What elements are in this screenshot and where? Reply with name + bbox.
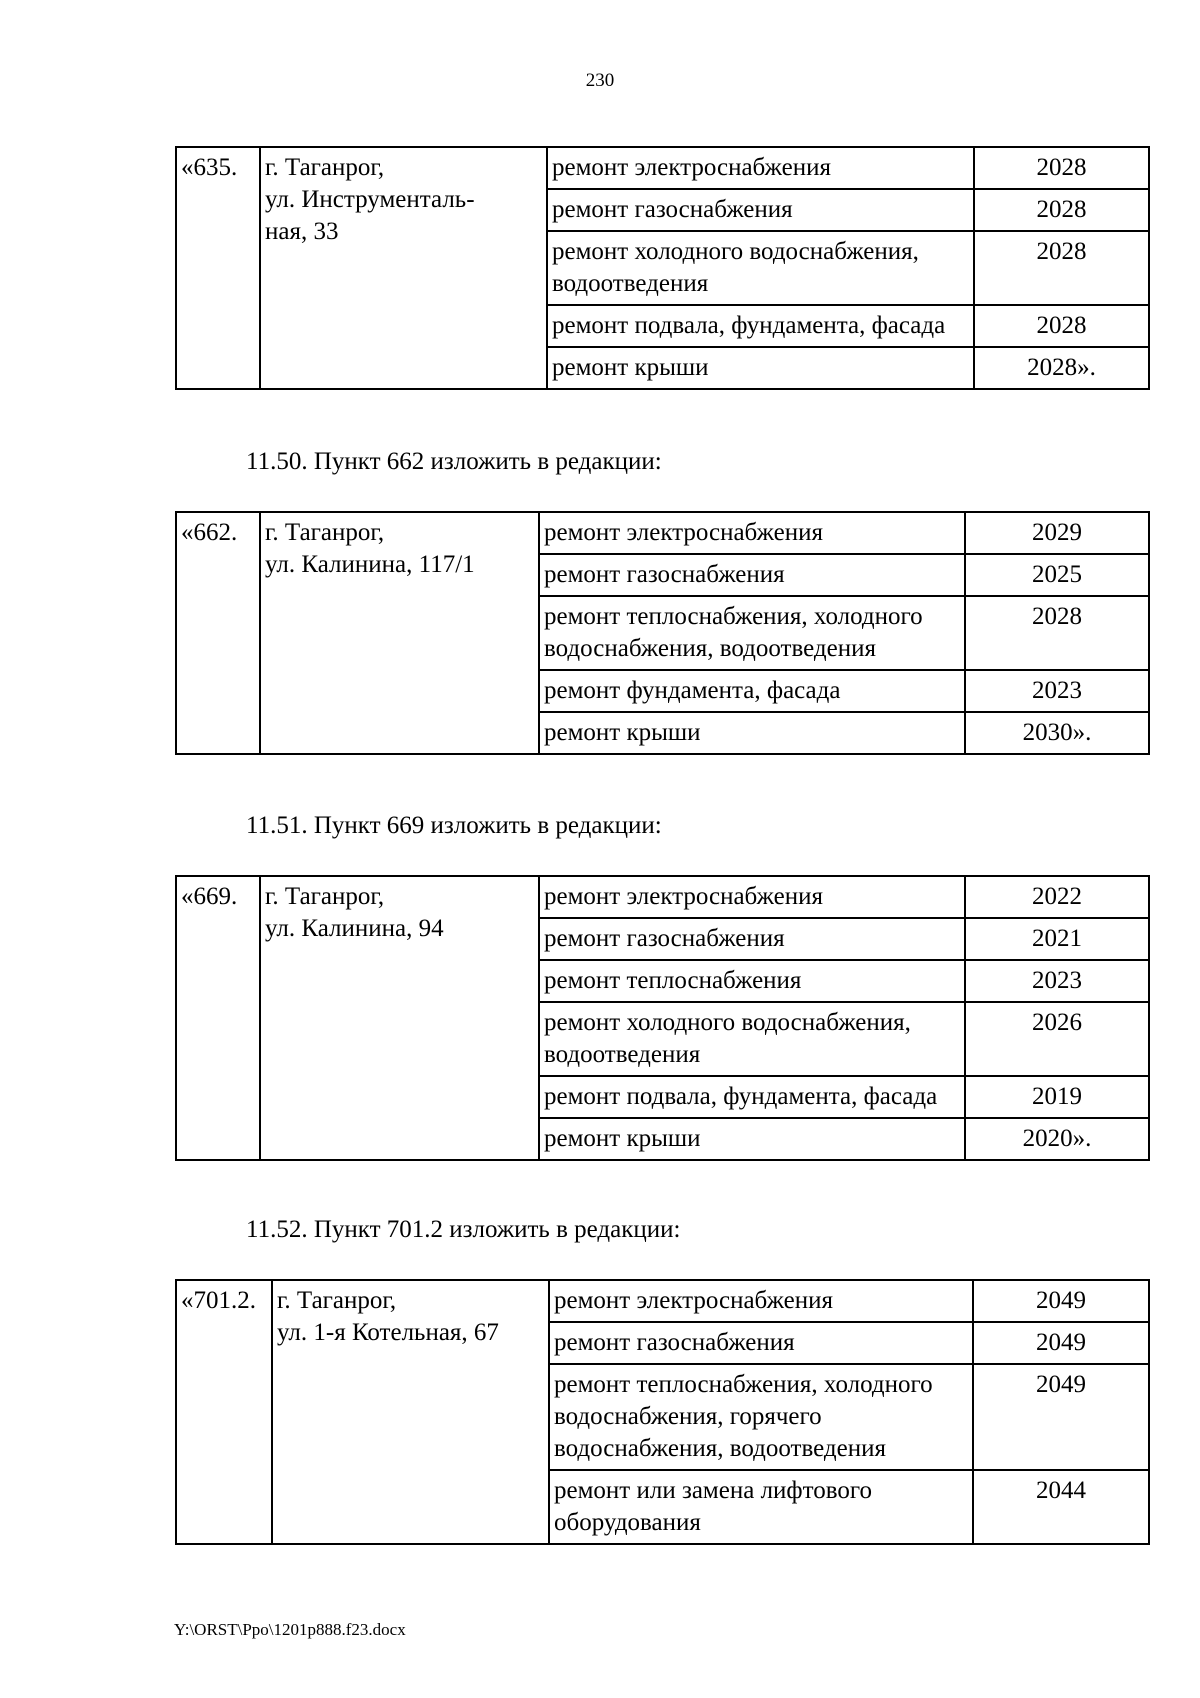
work-year: 2044 [973, 1470, 1149, 1544]
work-year: 2020». [965, 1118, 1149, 1160]
work-type: ремонт электроснабжения [539, 512, 965, 554]
work-type: ремонт теплоснабжения [539, 960, 965, 1002]
address [260, 147, 547, 389]
work-year: 2021 [965, 918, 1149, 960]
address-line: ул. Калинина, 94 [265, 915, 444, 942]
address-line: ул. Калинина, 117/1 [265, 551, 475, 578]
address-line: ул. Инструменталь- [265, 186, 475, 213]
work-year: 2030». [965, 712, 1149, 754]
table-row [176, 512, 1149, 554]
work-type: ремонт или замена лифтового оборудования [549, 1470, 973, 1544]
work-type: ремонт газоснабжения [547, 189, 974, 231]
address-line: г. Таганрог, [265, 154, 385, 181]
work-type: ремонт теплоснабжения, холодного водоснабжения, горячего водоснабжения, водоотведения [549, 1364, 973, 1470]
table-row [176, 876, 1149, 918]
address [260, 876, 539, 1160]
work-year: 2019 [965, 1076, 1149, 1118]
work-year: 2028 [965, 596, 1149, 670]
table-row [176, 147, 1149, 189]
work-type: ремонт подвала, фундамента, фасада [547, 305, 974, 347]
work-type: ремонт газоснабжения [549, 1322, 973, 1364]
work-year: 2025 [965, 554, 1149, 596]
work-type: ремонт подвала, фундамента, фасада [539, 1076, 965, 1118]
address-line: ул. 1-я Котельная, 67 [277, 1319, 499, 1346]
item-number: «635. [176, 147, 260, 389]
work-year: 2028 [974, 231, 1149, 305]
address-line: г. Таганрог, [265, 519, 385, 546]
work-year: 2049 [973, 1280, 1149, 1322]
work-year: 2028 [974, 305, 1149, 347]
work-type: ремонт крыши [547, 347, 974, 389]
work-year: 2049 [973, 1364, 1149, 1470]
item-number: «662. [176, 512, 260, 754]
repair-table-662 [175, 511, 1150, 755]
page-number: 230 [585, 70, 615, 91]
section-heading: 11.50. Пункт 662 изложить в редакции: [246, 448, 662, 475]
repair-table-635 [175, 146, 1150, 390]
work-year: 2028 [974, 147, 1149, 189]
work-type: ремонт электроснабжения [549, 1280, 973, 1322]
work-type: ремонт холодного водоснабжения, водоотведения [547, 231, 974, 305]
work-year: 2029 [965, 512, 1149, 554]
address [272, 1280, 549, 1544]
file-path-footer: Y:\ORST\Ppo\1201p888.f23.docx [174, 1620, 406, 1639]
work-type: ремонт холодного водоснабжения, водоотведения [539, 1002, 965, 1076]
section-heading: 11.52. Пункт 701.2 изложить в редакции: [246, 1216, 681, 1243]
address-line: ная, 33 [265, 218, 339, 245]
work-type: ремонт газоснабжения [539, 554, 965, 596]
repair-table-669 [175, 875, 1150, 1161]
address [260, 512, 539, 754]
work-type: ремонт электроснабжения [547, 147, 974, 189]
work-type: ремонт крыши [539, 1118, 965, 1160]
work-year: 2023 [965, 960, 1149, 1002]
work-year: 2023 [965, 670, 1149, 712]
repair-table-701-2 [175, 1279, 1150, 1545]
work-type: ремонт фундамента, фасада [539, 670, 965, 712]
work-type: ремонт крыши [539, 712, 965, 754]
work-type: ремонт теплоснабжения, холодного водоснабжения, водоотведения [539, 596, 965, 670]
address-line: г. Таганрог, [277, 1287, 397, 1314]
table-row [176, 1280, 1149, 1322]
work-year: 2028 [974, 189, 1149, 231]
section-heading: 11.51. Пункт 669 изложить в редакции: [246, 812, 662, 839]
work-type: ремонт газоснабжения [539, 918, 965, 960]
item-number: «669. [176, 876, 260, 1160]
work-year: 2049 [973, 1322, 1149, 1364]
item-number: «701.2. [176, 1280, 272, 1544]
work-year: 2026 [965, 1002, 1149, 1076]
work-type: ремонт электроснабжения [539, 876, 965, 918]
address-line: г. Таганрог, [265, 883, 385, 910]
work-year: 2022 [965, 876, 1149, 918]
work-year: 2028». [974, 347, 1149, 389]
